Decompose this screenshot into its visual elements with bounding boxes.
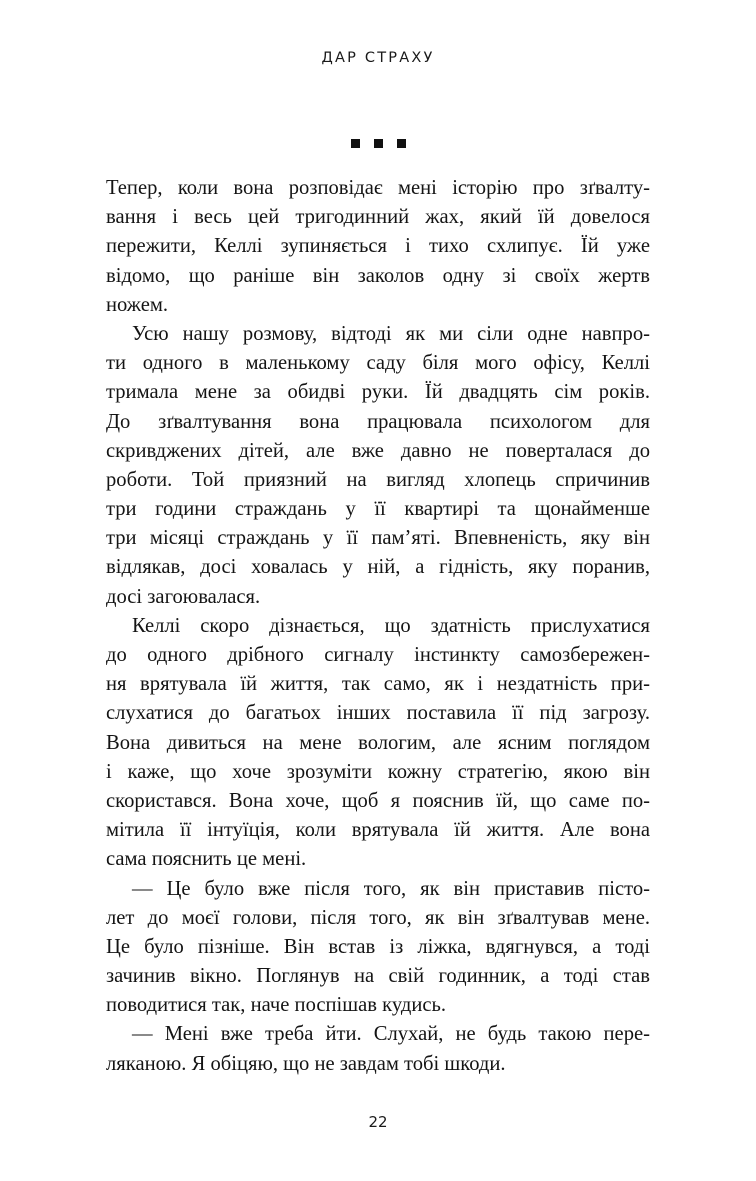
text-line: три години страждань у її квартирі та щонайменше (106, 498, 650, 521)
text-line: поводитися так, наче поспішав кудись. (106, 994, 447, 1017)
text-line: Тепер, коли вона розповідає мені історію про зґвалту- (106, 177, 650, 199)
section-break-mark (351, 139, 360, 148)
text-line: — Це було вже після того, як він приставив пісто- (132, 877, 650, 900)
page-number: 22 (368, 1113, 388, 1131)
text-line: скористався. Вона хоче, щоб я пояснив їй, що саме по- (106, 789, 650, 812)
text-line: — Мені вже треба йти. Слухай, не будь такою пере- (132, 1023, 650, 1046)
text-line: Вона дивиться на мене вологим, але ясним поглядом (106, 731, 650, 754)
text-line: мітила її інтуїція, коли врятувала їй життя. Але вона (106, 819, 650, 842)
paragraph (106, 1020, 650, 1078)
text-line: відлякав, досі ховалась у ній, а гідність, яку поранив, (106, 556, 650, 579)
text-line: скривджених дітей, але вже давно не поверталася до (106, 439, 650, 462)
text-line: досі загоювалася. (106, 585, 261, 608)
text-line: ти одного в маленькому саду біля мого офісу, Келлі (106, 352, 650, 375)
text-line: роботи. Той приязний на вигляд хлопець спричинив (106, 468, 650, 491)
text-line: слухатися до багатьох інших поставила її під загрозу. (106, 702, 650, 725)
text-line: ляканою. Я обіцяю, що не завдам тобі шкоди. (106, 1052, 506, 1075)
text-line: зачинив вікно. Поглянув на свій годинник, а тоді став (106, 965, 650, 988)
text-line: лет до моєї голови, після того, як він зґвалтував мене. (106, 906, 650, 929)
text-line: три місяці страждань у її пам’яті. Впевненість, яку він (106, 527, 650, 550)
body-text (106, 174, 650, 1079)
text-line: пережити, Келлі зупиняється і тихо схлипує. Їй уже (106, 235, 650, 258)
running-head: ДАР СТРАХУ (321, 50, 435, 66)
paragraph (106, 174, 650, 320)
section-break (0, 139, 756, 148)
text-line: до одного дрібного сигналу інстинкту самозбережен- (106, 644, 650, 666)
text-line: сама пояснить це мені. (106, 848, 307, 871)
text-line: вання і весь цей тригодинний жах, який їй довелося (106, 206, 650, 229)
section-break-mark (374, 139, 383, 148)
section-break-mark (397, 139, 406, 148)
text-line: тримала мене за обидві руки. Їй двадцять сім років. (106, 381, 650, 404)
paragraph (106, 320, 650, 612)
text-line: Це було пізніше. Він встав із ліжка, вдягнувся, а тоді (106, 935, 650, 958)
text-line: ножем. (106, 293, 169, 316)
text-line: ня врятувала їй життя, так само, як і нездатність при- (106, 673, 650, 696)
text-line: Усю нашу розмову, відтоді як ми сіли одне навпро- (132, 322, 650, 345)
text-line: Келлі скоро дізнається, що здатність прислухатися (132, 614, 650, 637)
text-line: До зґвалтування вона працювала психологом для (106, 410, 650, 433)
text-line: і каже, що хоче зрозуміти кожну стратегію, якою він (106, 760, 650, 783)
paragraph (106, 875, 650, 1021)
paragraph (106, 612, 650, 875)
text-line: відомо, що раніше він заколов одну зі своїх жертв (106, 264, 650, 287)
